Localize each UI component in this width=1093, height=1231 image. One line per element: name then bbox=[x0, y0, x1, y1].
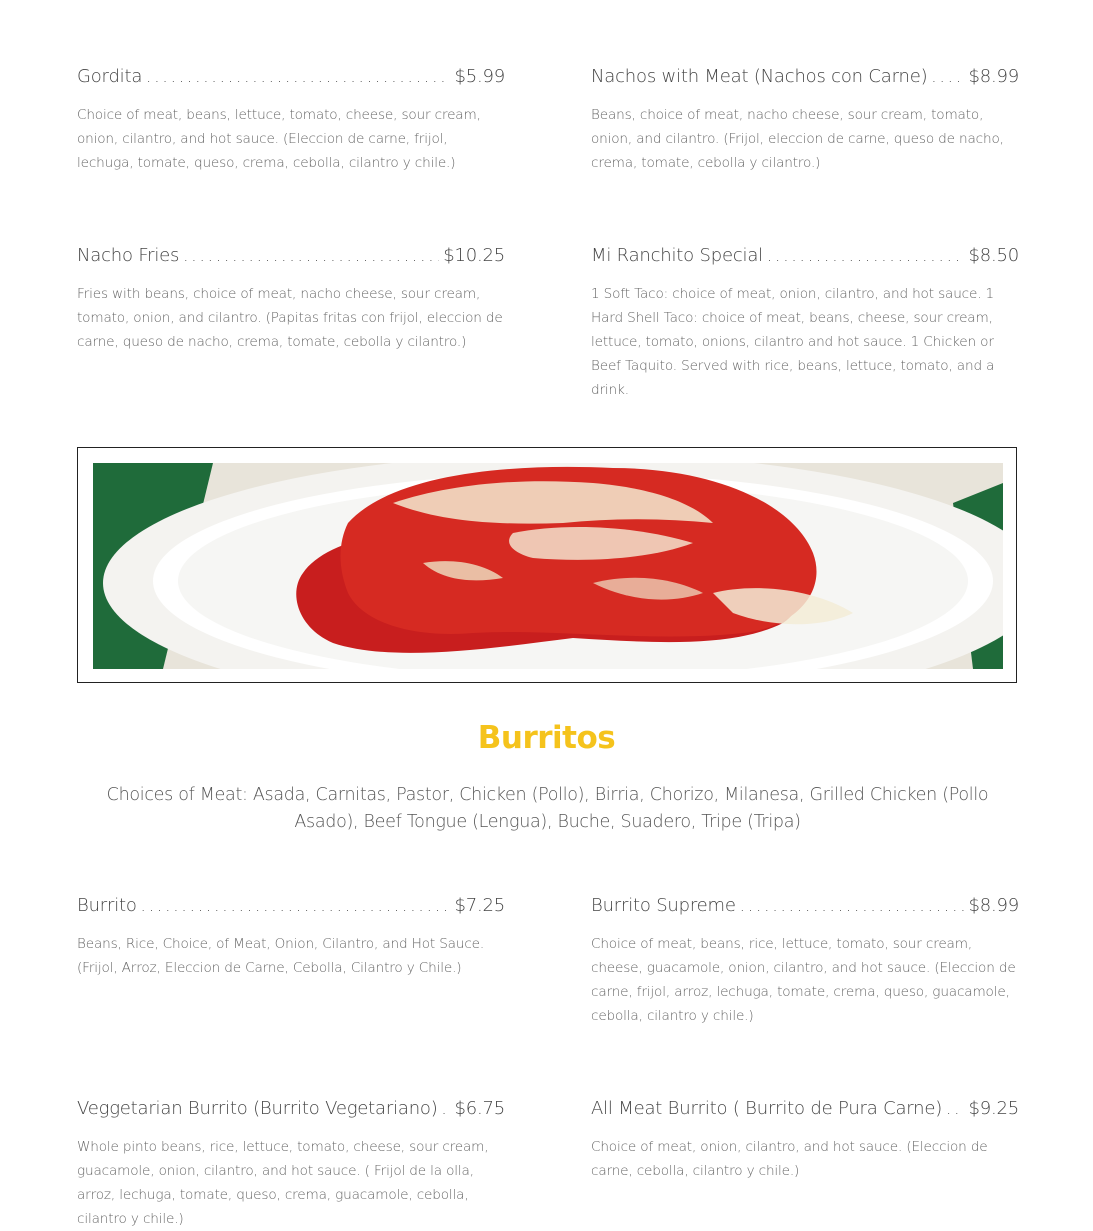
dot-leader bbox=[931, 67, 964, 86]
menu-item-description: Choice of meat, onion, cilantro, and hot sauce. (Eleccion de carne, cebolla, cilantro y chile.) bbox=[591, 1139, 988, 1179]
menu-item-nachos-with-meat bbox=[591, 66, 1019, 175]
menu-item-mi-ranchito-special bbox=[591, 245, 1019, 402]
menu-item-price: $6.75 bbox=[454, 1098, 505, 1119]
menu-item-description: Beans, Rice, Choice, of Meat, Onion, Cilantro, and Hot Sauce. (Frijol, Arroz, Eleccion de Carne, Cebolla, Cilantro y Chile.) bbox=[77, 936, 485, 976]
menu-item-line bbox=[77, 66, 505, 87]
menu-item-price: $10.25 bbox=[443, 245, 505, 266]
burrito-photo bbox=[93, 463, 1003, 669]
menu-item-line bbox=[591, 66, 1019, 87]
dot-leader bbox=[767, 246, 965, 265]
menu-item-name: Burrito Supreme bbox=[591, 895, 736, 916]
menu-item-burrito bbox=[77, 895, 505, 980]
menu-item-price: $8.50 bbox=[968, 245, 1019, 266]
menu-item-description: Whole pinto beans, rice, lettuce, tomato, cheese, sour cream, guacamole, onion, cilantro, and hot sauce. ( Frijol de la olla, arroz, lechuga, tomate, queso, crema, guacamole, cebolla, cilantro y chile.) bbox=[77, 1139, 489, 1227]
menu-item-line bbox=[77, 245, 505, 266]
menu-item-name: Nachos with Meat (Nachos con Carne) bbox=[591, 66, 928, 87]
section-subtitle: Choices of Meat: Asada, Carnitas, Pastor, Chicken (Pollo), Birria, Chorizo, Milanesa, Grilled Chicken (Pollo Asado), Beef Tongue (Lengua), Buche, Suadero, Tripe (Tripa) bbox=[106, 785, 989, 832]
menu-item-name: Mi Ranchito Special bbox=[591, 245, 763, 266]
menu-item-line bbox=[591, 895, 1019, 916]
menu-item-description: Choice of meat, beans, rice, lettuce, tomato, sour cream, cheese, guacamole, onion, cilantro, and hot sauce. (Eleccion de carne, frijol, arroz, lechuga, tomate, crema, queso, guacamole, cebolla, cilantro y chile.) bbox=[591, 936, 1016, 1024]
menu-item-price: $8.99 bbox=[968, 895, 1019, 916]
menu-item-nacho-fries bbox=[77, 245, 505, 354]
menu-item-name: All Meat Burrito ( Burrito de Pura Carne) bbox=[591, 1098, 943, 1119]
dot-leader bbox=[183, 246, 439, 265]
menu-item-vegetarian-burrito bbox=[77, 1098, 505, 1231]
menu-item-price: $9.25 bbox=[968, 1098, 1019, 1119]
menu-item-price: $5.99 bbox=[454, 66, 505, 87]
menu-item-line bbox=[591, 245, 1019, 266]
menu-item-price: $7.25 bbox=[454, 895, 505, 916]
dot-leader bbox=[442, 1099, 451, 1118]
section-title: Burritos bbox=[477, 720, 616, 756]
menu-item-name: Nacho Fries bbox=[77, 245, 180, 266]
dot-leader bbox=[740, 896, 965, 915]
menu-item-all-meat-burrito bbox=[591, 1098, 1019, 1183]
dot-leader bbox=[946, 1099, 964, 1118]
menu-item-description: Fries with beans, choice of meat, nacho cheese, sour cream, tomato, onion, and cilantro. (Papitas fritas con frijol, eleccion de carne, queso de nacho, crema, tomate, cebolla y cilantro.) bbox=[77, 286, 503, 350]
menu-item-description: Beans, choice of meat, nacho cheese, sour cream, tomato, onion, and cilantro. (Frijol, eleccion de carne, queso de nacho, crema, tomate, cebolla y cilantro.) bbox=[591, 107, 1004, 171]
dot-leader bbox=[146, 67, 450, 86]
burrito-photo-illustration bbox=[93, 463, 1003, 669]
menu-item-name: Veggetarian Burrito (Burrito Vegetariano) bbox=[77, 1098, 438, 1119]
menu-item-line bbox=[77, 1098, 505, 1119]
menu-item-name: Gordita bbox=[77, 66, 143, 87]
menu-item-price: $8.99 bbox=[968, 66, 1019, 87]
menu-item-name: Burrito bbox=[77, 895, 137, 916]
burrito-photo-frame bbox=[77, 447, 1017, 683]
menu-item-line bbox=[591, 1098, 1019, 1119]
menu-item-description: 1 Soft Taco: choice of meat, onion, cilantro, and hot sauce. 1 Hard Shell Taco: choice of meat, beans, cheese, sour cream, lettuce, tomato, onions, cilantro and hot sauce. 1 Chicken or Beef Taquito. Served with rice, beans, lettuce, tomato, and a drink. bbox=[591, 286, 995, 398]
menu-item-description: Choice of meat, beans, lettuce, tomato, cheese, sour cream, onion, cilantro, and hot sauce. (Eleccion de carne, frijol, lechuga, tomate, queso, crema, cebolla, cilantro y chile.) bbox=[77, 107, 481, 171]
menu-item-gordita bbox=[77, 66, 505, 175]
menu-item-line bbox=[77, 895, 505, 916]
dot-leader bbox=[141, 896, 451, 915]
menu-item-burrito-supreme bbox=[591, 895, 1019, 1028]
